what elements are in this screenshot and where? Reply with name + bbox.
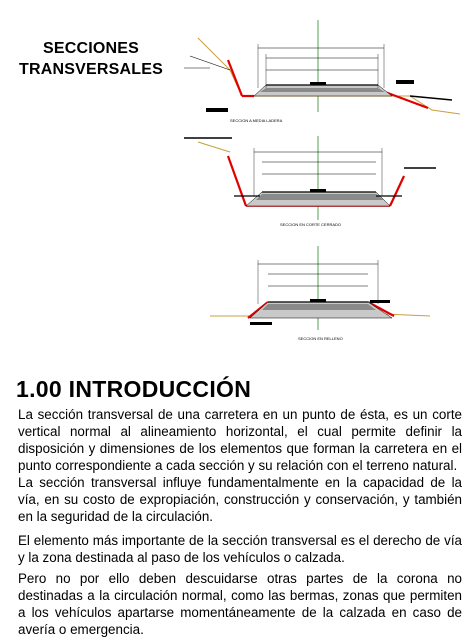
- section-heading: 1.00 INTRODUCCIÓN: [16, 376, 252, 402]
- paragraph-2: La sección transversal influye fundamentalmente en la capacidad de la vía, en su costo de expropiación, construcción y conservación, y también en la seguridad de la circulación.: [18, 475, 462, 524]
- paragraph-4: Pero no por ello deben descuidarse otras partes de la corona no destinadas a la circulación normal, como las bermas, zonas que permiten a los vehículos apartarse momentáneamente de la calzada en caso de avería o emergencia.: [18, 571, 462, 637]
- paragraph-1: La sección transversal de una carretera en un punto de ésta, es un corte vertical normal al alineamiento horizontal, el cual permite definir la disposición y dimensiones de los elementos que forman la carretera en el punto correspondiente a cada sección y su relación con el terreno natural.: [18, 407, 462, 473]
- figure-2-caption: SECCION EN CORTE CERRADO: [280, 222, 342, 227]
- cross-section-figure-fill: [170, 244, 470, 348]
- page-title: SECCIONES TRANSVERSALES: [19, 40, 163, 78]
- paragraph-3: El elemento más importante de la sección transversal es el derecho de vía y la zona destinada al paso de los vehículos o calzada.: [18, 533, 462, 565]
- figure-1-caption: SECCION A MEDIA LADERA: [230, 118, 283, 123]
- figure-3-caption: SECCION EN RELLENO: [298, 336, 343, 341]
- cross-section-figure-half-hillside: [170, 18, 470, 130]
- cross-section-figure-closed-cut: [170, 134, 470, 238]
